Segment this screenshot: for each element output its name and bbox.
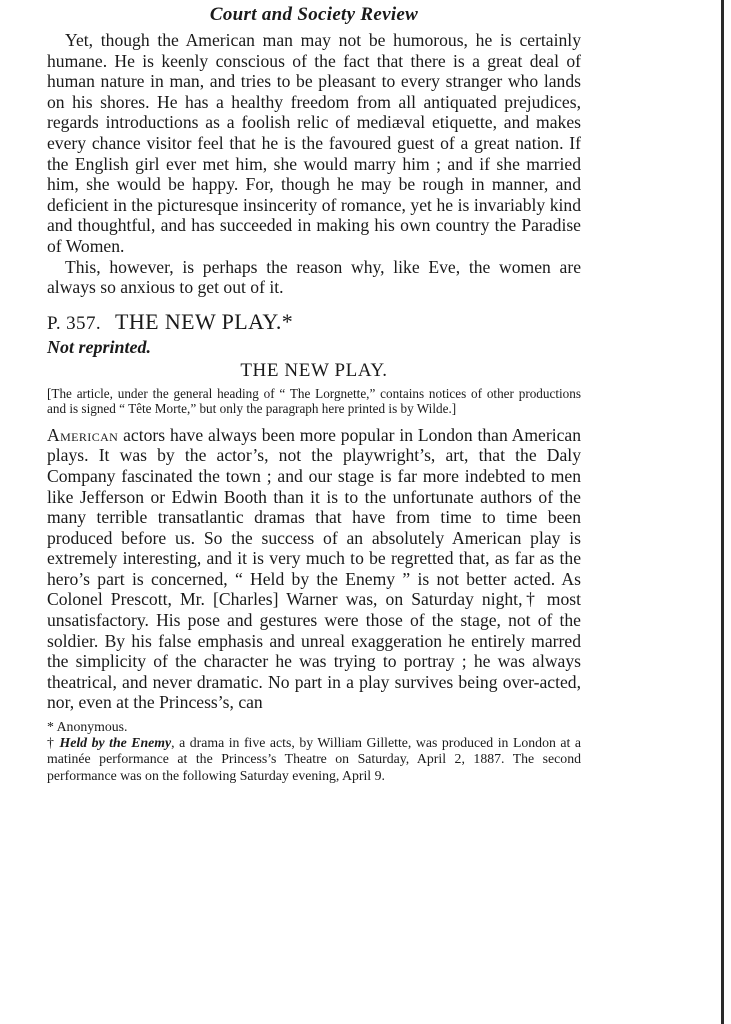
book-page xyxy=(47,0,581,784)
main-text-body: actors have always been more popular in London than American plays. It was by the actor’s, not the playwright’s, art, that the Daly Company fascinated the town ; and our stage is far more indebted to men like Jefferson or Edwin Booth than it is to the unfortunate authors of the many terrible transatlantic dramas that have from time to time been produced before us. So the success of an absolutely American play is extremely interesting, and it is very much to be regretted that, as far as the hero’s part is concerned, “ Held by the Enemy ” is not better acted. As Colonel Prescott, Mr. [Charles] Warner was, on Saturday night,† most unsatisfactory. His pose and gestures were those of the stage, not of the soldier. By his false emphasis and unreal exaggeration he entirely marred the simplicity of the character he was trying to portray ; he was always theatrical, and never dramatic. No part in a play survives being over-acted, nor, even at the Princess’s, can xyxy=(47,424,581,713)
footnote-1: * Anonymous. xyxy=(47,719,128,735)
footnote-2-title: Held by the Enemy xyxy=(59,735,172,751)
running-head: Court and Society Review xyxy=(209,4,419,25)
section-title: THE NEW PLAY.* xyxy=(115,308,294,334)
paragraph-1: Yet, though the American man may not be humorous, he is certainly humane. He is keenly conscious of the fact that there is a great deal of human nature in man, and tries to be pleasant to every stranger who lands on his shores. He has a healthy freedom from all antiquated prejudices, regards introductions as a foolish relic of mediæval etiquette, and makes every chance visitor feel that he is the favoured guest of a great nation. If the English girl ever met him, she would marry him ; and if she married him, she would be happy. For, though he may be rough in manner, and deficient in the picturesque insincerity of romance, yet he is invariably kind and thoughtful, and has succeeded in making his own country the Paradise of Women. xyxy=(47,30,581,256)
reprint-status: Not reprinted. xyxy=(47,336,152,357)
article-title: THE NEW PLAY. xyxy=(240,359,388,381)
main-text-first-word: American xyxy=(47,424,119,445)
editor-note: [The article, under the general heading of “ The Lorgnette,” contains notices of other productions and is signed “ Tête Morte,” but only the paragraph here printed is by Wilde.] xyxy=(47,385,581,417)
footnote-2-mark: † xyxy=(47,735,60,751)
footnote-2-text: , a drama in five acts, by William Gillette, was produced in London at a matinée performance at the Princess’s Theatre on Saturday, April 2, 1887. The second performance was on the following Saturday evening, April 9. xyxy=(47,735,581,783)
scan-edge-border xyxy=(721,0,724,1024)
section-heading xyxy=(47,310,581,336)
main-text xyxy=(47,425,581,713)
footnotes xyxy=(47,719,581,784)
page-reference: P. 357. xyxy=(47,312,102,334)
footnote-2 xyxy=(47,735,581,784)
paragraph-2: This, however, is perhaps the reason why, like Eve, the women are always so anxious to get out of it. xyxy=(47,256,581,298)
